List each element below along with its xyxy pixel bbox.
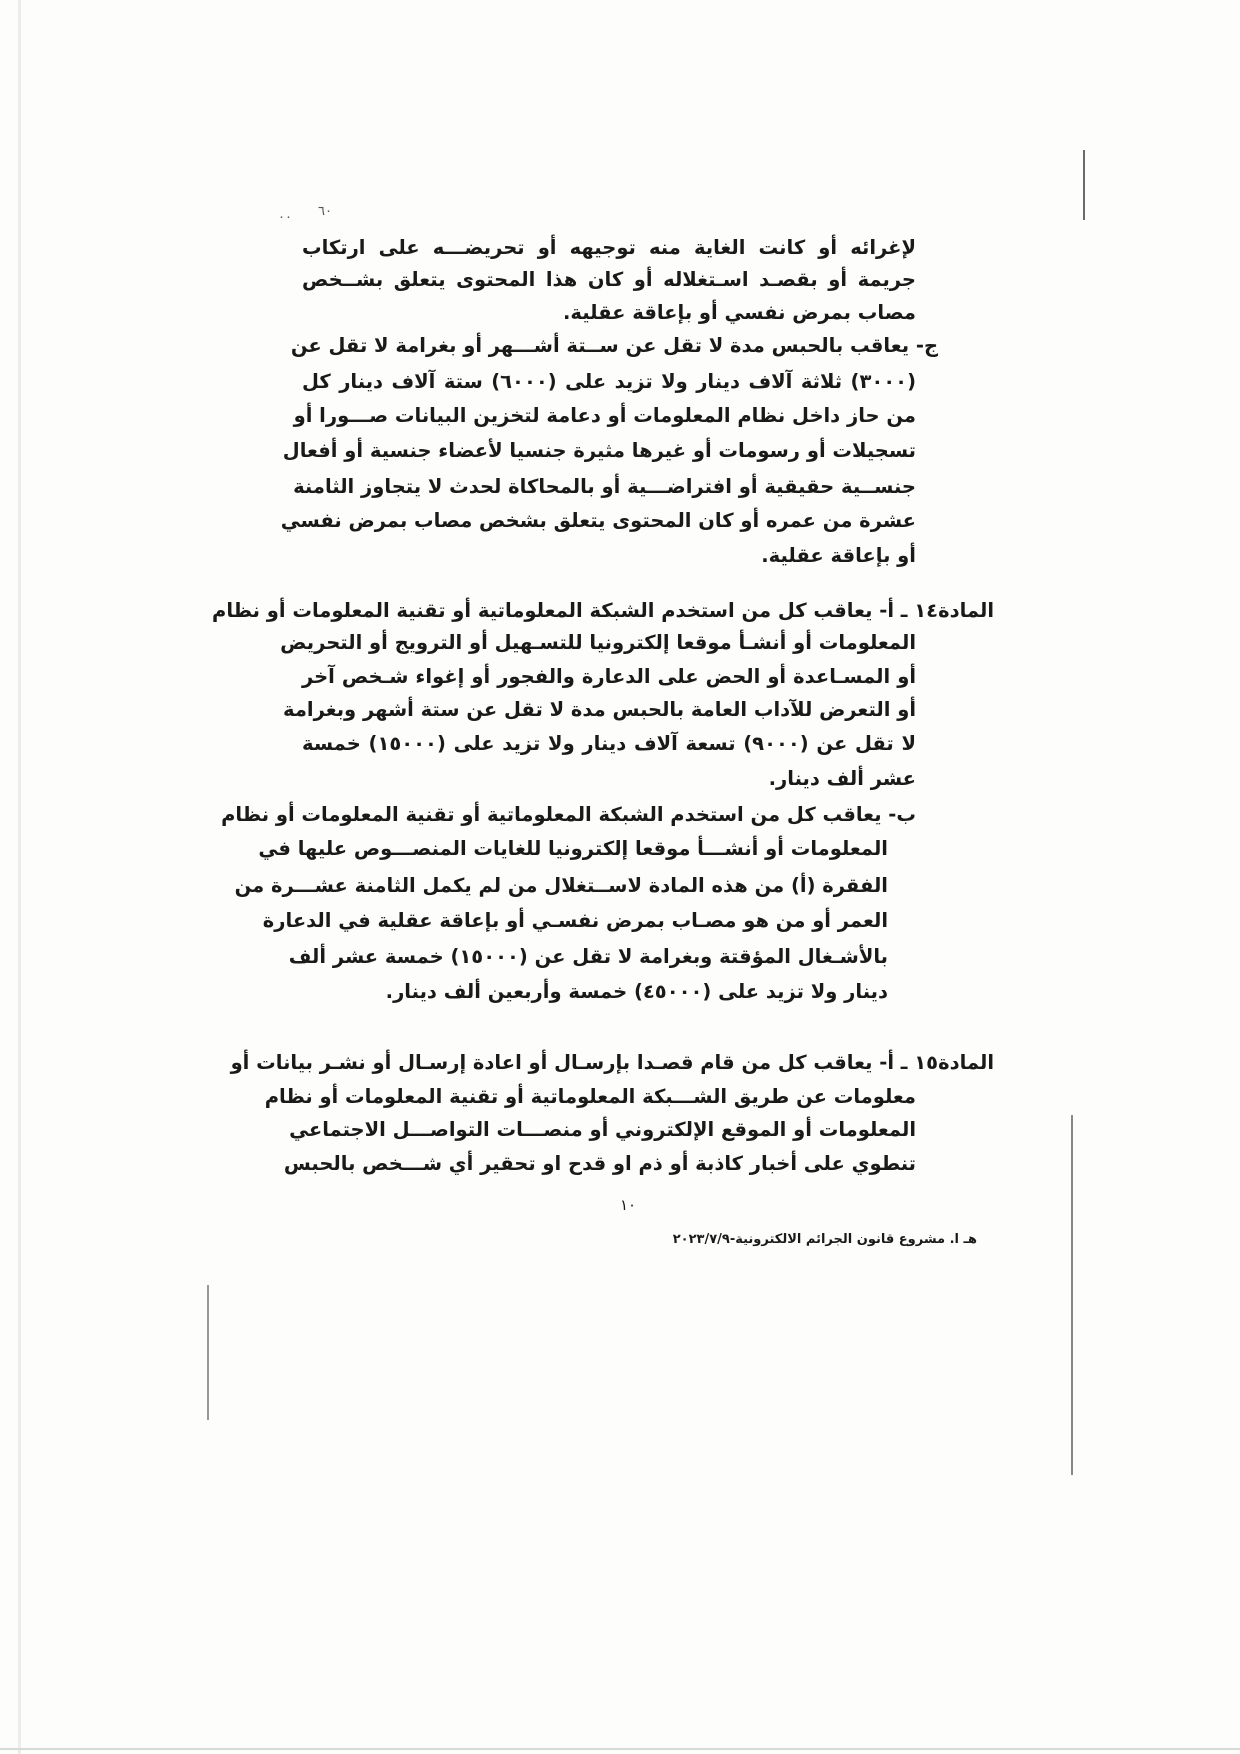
article-14-line: عشر ألف دينار. — [768, 767, 916, 790]
article-15-line: معلومات عن طريق الشـــبكة المعلوماتية أو تقنية المعلومات أو نظام — [264, 1085, 916, 1108]
top-mark: ٠٠ — [278, 210, 292, 225]
article-14-b-line: الفقرة (أ) من هذه المادة لاســتغلال من لم يكمل الثامنة عشـــرة من — [234, 874, 888, 897]
article-14-b-line: المعلومات أو أنشـــأ موقعا إلكترونيا للغايات المنصـــوص عليها في — [258, 837, 888, 860]
article-15-heading-line: المادة١٥ ـ أ- يعاقب كل من قام قصـدا بإرسـال أو اعادة إرسـال أو نشـر بيانات أو — [230, 1051, 994, 1074]
scan-bottom-edge — [0, 1748, 1240, 1750]
article-14-b-line: دينار ولا تزيد على (٤٥٠٠٠) خمسة وأربعين ألف دينار. — [385, 980, 888, 1003]
text-line: مصاب بمرض نفسي أو بإعاقة عقلية. — [562, 301, 916, 324]
article-14-b-line: بالأشـغال المؤقتة وبغرامة لا تقل عن (١٥٠٠٠) خمسة عشر ألف — [288, 945, 888, 968]
article-15-line: المعلومات أو الموقع الإلكتروني أو منصـــات التواصـــل الاجتماعي — [289, 1118, 916, 1141]
scan-page-edge — [18, 0, 21, 1754]
text-line: جريمة أو بقصـد اسـتغلاله أو كان هذا المحتوى يتعلق بشــخص — [302, 268, 916, 291]
footer-note: هـ ا. مشروع قانون الجرائم الالكترونية-٢٠٢٣/٧/٩ — [672, 1232, 977, 1247]
paragraph-j-line: جنســية حقيقية أو افتراضـــية أو بالمحاكاة لحدث لا يتجاوز الثامنة — [293, 475, 916, 498]
paragraph-j-line: تسجيلات أو رسومات أو غيرها مثيرة جنسيا لأعضاء جنسية أو أفعال — [282, 439, 916, 462]
paragraph-j-line: عشرة من عمره أو كان المحتوى يتعلق بشخص مصاب بمرض نفسي — [280, 509, 916, 532]
article-15-line: تنطوي على أخبار كاذبة أو ذم او قدح او تحقير أي شـــخص بالحبس — [283, 1152, 916, 1175]
scan-artifact-line — [207, 1285, 209, 1420]
paragraph-j-line: ج- يعاقب بالحبس مدة لا تقل عن ســتة أشـــهر أو بغرامة لا تقل عن — [290, 334, 938, 357]
article-14-line: أو المسـاعدة أو الحض على الدعارة والفجور أو إغواء شـخص آخر — [302, 665, 916, 688]
article-14-heading-line: المادة١٤ ـ أ- يعاقب كل من استخدم الشبكة المعلوماتية أو تقنية المعلومات أو نظام — [212, 599, 994, 622]
article-14-line: المعلومات أو أنشـأ موقعا إلكترونيا للتسـهيل أو الترويج أو التحريض — [280, 631, 916, 654]
top-mark: ٦٠ — [318, 204, 332, 219]
article-14-b-line: ب- يعاقب كل من استخدم الشبكة المعلوماتية أو تقنية المعلومات أو نظام — [221, 803, 916, 826]
page-number: ١٠ — [620, 1196, 637, 1214]
article-14-line: لا تقل عن (٩٠٠٠) تسعة آلاف دينار ولا تزيد على (١٥٠٠٠) خمسة — [302, 732, 916, 755]
text-line: لإغرائه أو كانت الغاية منه توجيهه أو تحريضـــه على ارتكاب — [302, 236, 916, 259]
scan-artifact-line — [1083, 150, 1085, 220]
article-14-line: أو التعرض للآداب العامة بالحبس مدة لا تقل عن ستة أشهر وبغرامة — [283, 698, 916, 721]
paragraph-j-line: (٣٠٠٠) ثلاثة آلاف دينار ولا تزيد على (٦٠٠٠) ستة آلاف دينار كل — [302, 370, 916, 393]
paragraph-j-line: أو بإعاقة عقلية. — [761, 544, 916, 567]
paragraph-j-line: من حاز داخل نظام المعلومات أو دعامة لتخزين البيانات صـــورا أو — [293, 404, 916, 427]
scan-artifact-line — [1071, 1115, 1073, 1475]
article-14-b-line: العمر أو من هو مصـاب بمرض نفسـي أو بإعاقة عقلية في الدعارة — [262, 909, 888, 932]
